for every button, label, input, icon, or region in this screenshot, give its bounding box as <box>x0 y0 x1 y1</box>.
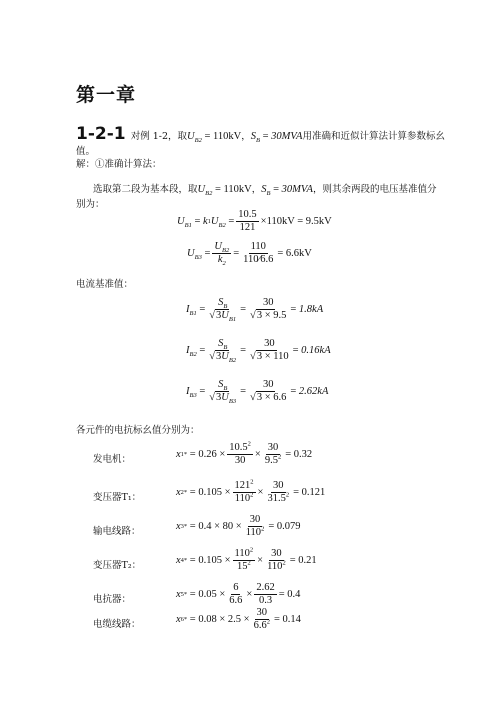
component-label-transformer-t1: 变压器T₁： <box>93 492 142 503</box>
component-label-reactor: 电抗器： <box>93 594 132 605</box>
base-choice-mid: ， <box>251 184 262 195</box>
x3-equation: x 3* = 0.4 × 80 × $\frac{30}{110^2}$ = 0.079 <box>176 514 301 538</box>
ib1-equation: $I_{B1}$ = $\frac{S_B}{√3U_{B1}}$ = $\frac{30}{√3 \times 9.5}$ = 1.8kA <box>186 297 324 324</box>
x5-equation: x 5* = 0.05 × $\frac{6}{6.6}$ × $\frac{2.62}{0.3}$ = 0.4 <box>176 582 301 606</box>
ub2-eq: $U_{B2} = 110kV$ <box>197 184 252 198</box>
section-text-c: 用准确和近似计算法计算参数标幺 <box>302 131 445 142</box>
section-heading <box>76 124 445 144</box>
component-label-line: 输电线路： <box>93 526 141 537</box>
section-number: 1-2-1 <box>76 124 126 144</box>
ib2-equation: $I_{B2}$ = $\frac{S_B}{√3U_{B2}}$ = $\frac{30}{√3 \times 110}$ = 0.16kA <box>186 338 331 365</box>
ub1-result: 9.5kV <box>305 216 332 227</box>
ub1-equation: $U_{B1}$ = k 1 $U_{B2}$ = $\frac{10.5}{121}$ ×110kV = 9.5kV <box>177 209 332 233</box>
ub3-result: 6.6kV <box>285 248 312 259</box>
component-label-cable: 电缆线路： <box>93 619 141 630</box>
base-choice-text: 选取第二段为基本段，取 <box>93 184 198 195</box>
x6-equation: x 6* = 0.08 × 2.5 × $\frac{30}{6.6^2}$ = 0.14 <box>176 607 301 631</box>
component-label-transformer-t2: 变压器T₂： <box>93 560 142 571</box>
section-text-cont: 值。 <box>76 146 96 157</box>
x4-result: 0.21 <box>298 555 317 566</box>
sb-eq: $S_B = 30MVA$ <box>261 184 313 198</box>
x6-result: 0.14 <box>282 614 301 625</box>
reactance-label: 各元件的电抗标幺值分别为： <box>76 425 200 436</box>
ib2-result: 0.16kA <box>301 345 331 356</box>
solution-label: 解：①准确计算法： <box>76 159 162 170</box>
base-choice-end: ，则其余两段的电压基准值分 <box>312 184 437 195</box>
x2-equation: x 2* = 0.105 × $\frac{121^2}{110^2}$ × $\frac{30}{31.5^2}$ = 0.121 <box>176 478 326 504</box>
current-base-label: 电流基准值： <box>76 279 134 290</box>
chapter-title: 第一章 <box>76 84 137 106</box>
section-text-a: 对例 1-2，取 <box>130 131 188 142</box>
ib1-result: 1.8kA <box>298 304 324 315</box>
section-text-b: ， <box>241 131 251 142</box>
base-choice-line <box>93 177 436 197</box>
sb-symbol: $S_B = 30MVA$ <box>250 131 303 145</box>
x5-result: 0.4 <box>287 589 301 600</box>
x2-result: 0.121 <box>301 487 326 498</box>
ub2-symbol: $U_{B2} = 110kV$ <box>187 131 242 145</box>
x1-equation: x 1* = 0.26 × $\frac{10.5^2}{30}$ × $\frac{30}{9.5^2}$ = 0.32 <box>176 440 313 466</box>
ub3-equation: $U_{B3}$ = $\frac{U_{B2}}{k_2}$ = $\frac{110}{110⁄6.6}$ = 6.6kV <box>187 241 312 268</box>
x3-result: 0.079 <box>276 521 301 532</box>
ib3-result: 2.62kA <box>298 386 329 397</box>
base-choice-cont: 别为： <box>76 199 105 210</box>
x1-result: 0.32 <box>293 449 313 460</box>
ib3-equation: $I_{B3}$ = $\frac{S_B}{√3U_{B3}}$ = $\frac{30}{√3 \times 6.6}$ = 2.62kA <box>186 379 329 406</box>
x4-equation: x 4* = 0.105 × $\frac{110^2}{15^2}$ × $\frac{30}{110^2}$ = 0.21 <box>176 546 317 572</box>
component-label-generator: 发电机： <box>93 454 132 465</box>
